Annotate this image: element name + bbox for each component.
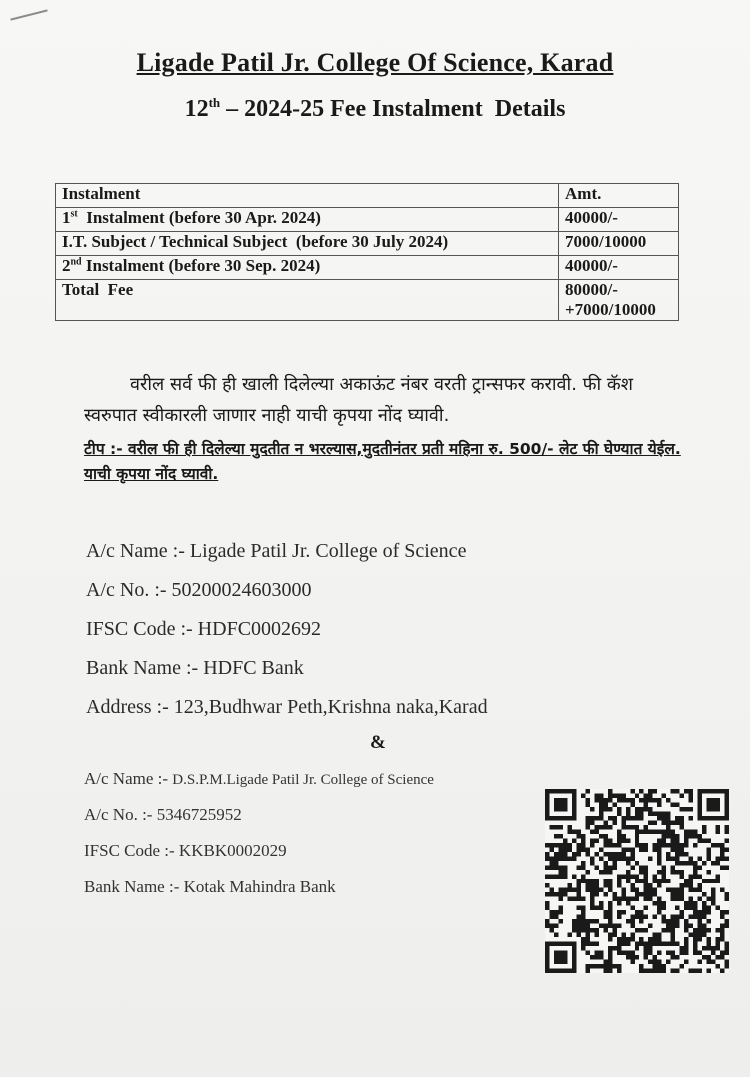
total-amt-line1: 80000/- <box>565 280 618 299</box>
late-fee-note: टीप :- वरील फी ही दिलेल्या मुदतीत न भरल्यास,मुदतीनंतर प्रती महिना रु. 500/- लेट फी घेण्यात येईल. याची कृपया नोंद घ्यावी. <box>84 440 681 483</box>
row-label <box>56 256 559 280</box>
account1-ifsc: IFSC Code :- HDFC0002692 <box>86 618 322 640</box>
table-row <box>56 208 679 232</box>
qr-code-icon <box>545 787 729 975</box>
row-amt: 7000/10000 <box>559 232 679 256</box>
account1-number: A/c No. :- 50200024603000 <box>86 579 312 601</box>
account2-number: A/c No. :- 5346725952 <box>84 805 242 824</box>
ampersand: & <box>370 732 386 753</box>
row-num: 2 <box>62 256 71 275</box>
account1-name: A/c Name :- Ligade Patil Jr. College of Science <box>86 540 467 562</box>
table-row <box>56 256 679 280</box>
row-text: Instalment (before 30 Apr. 2024) <box>77 208 321 227</box>
row-amt: 40000/- <box>559 256 679 280</box>
account2-ifsc: IFSC Code :- KKBK0002029 <box>84 841 287 860</box>
account1-address: Address :- 123,Budhwar Peth,Krishna naka,Karad <box>86 696 488 718</box>
total-amt-line2: +7000/10000 <box>565 300 656 319</box>
table-header-row <box>56 184 679 208</box>
row-amt: 40000/- <box>559 208 679 232</box>
account2-name <box>84 769 434 789</box>
college-title: Ligade Patil Jr. College Of Science, Karad <box>136 48 614 77</box>
row-text: I.T. Subject / Technical Subject (before 30 July 2024) <box>62 232 449 251</box>
fee-table <box>55 183 679 321</box>
subtitle-class-sup: th <box>208 95 221 110</box>
row-text: Instalment (before 30 Sep. 2024) <box>81 256 321 275</box>
pen-mark <box>10 9 47 20</box>
account1-bank: Bank Name :- HDFC Bank <box>86 657 304 679</box>
col-amt-header: Amt. <box>559 184 679 208</box>
row-label <box>56 232 559 256</box>
subtitle-class: 12 <box>184 96 209 122</box>
subtitle-rest: – 2024-25 Fee Instalment Details <box>220 96 566 122</box>
total-label: Total Fee <box>56 280 559 321</box>
document-subtitle <box>0 95 750 123</box>
col-instalment-header: Instalment <box>56 184 559 208</box>
row-num: 1 <box>62 208 71 227</box>
account2-name-value: D.S.P.M.Ligade Patil Jr. College of Science <box>172 772 434 788</box>
total-amt <box>559 280 679 321</box>
row-num-sup: nd <box>70 256 82 268</box>
account2-bank: Bank Name :- Kotak Mahindra Bank <box>84 877 336 896</box>
transfer-instruction: वरील सर्व फी ही खाली दिलेल्या अकाऊंट नंबर वरती ट्रान्सफर करावी. फी कॅश स्वरुपात स्वीकारली जाणार नाही याची कृपया नोंद घ्यावी. <box>84 374 633 426</box>
account2-name-prefix: A/c Name :- <box>84 769 173 788</box>
row-num-sup: st <box>70 208 78 220</box>
row-label <box>56 208 559 232</box>
table-row <box>56 232 679 256</box>
table-total-row <box>56 280 679 321</box>
